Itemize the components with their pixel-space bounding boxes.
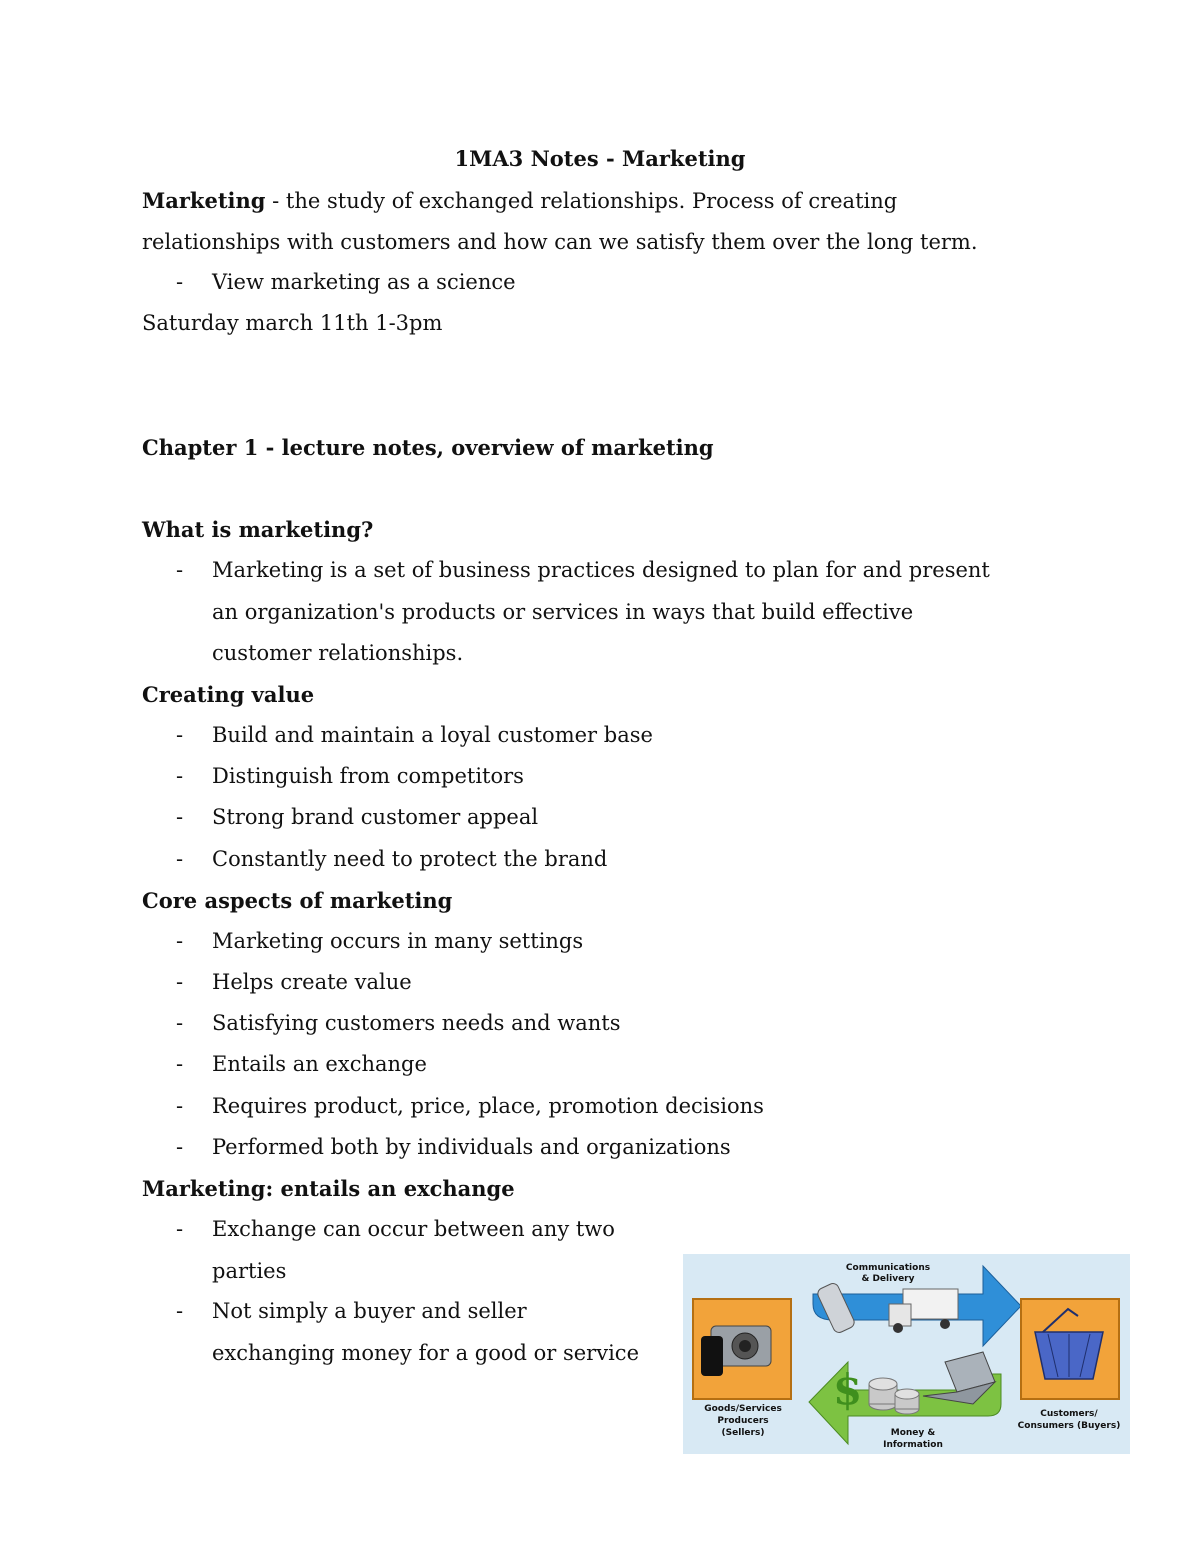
list-item [142, 1086, 992, 1128]
list-item-text: Entails an exchange [212, 1052, 427, 1076]
list-item [142, 1044, 992, 1086]
list-item-text: Build and maintain a loyal customer base [212, 723, 653, 747]
bullet-marker: - [176, 1217, 184, 1241]
date-line: Saturday march 11th 1-3pm [142, 311, 443, 335]
list-item [142, 921, 992, 963]
label-sellers: Goods/Services Producers (Sellers) [704, 1404, 782, 1438]
bullet-marker: - [176, 764, 184, 788]
list-item-text: Constantly need to protect the brand [212, 847, 608, 871]
section-heading: What is marketing? [142, 517, 374, 542]
list-item [142, 797, 992, 839]
section-heading: Marketing: entails an exchange [142, 1176, 515, 1201]
list-item [142, 715, 992, 757]
bullet-marker: - [176, 805, 184, 829]
dollar-icon: $ [833, 1365, 863, 1414]
list-item-text: Marketing is a set of business practices designed to plan for and present an organization's products or services in ways that build effective customer relationships. [212, 558, 990, 665]
exchange-diagram-figure [683, 1254, 1130, 1454]
bullet-marker: - [176, 1135, 184, 1159]
bullet-marker: - [176, 929, 184, 953]
chapter-heading: Chapter 1 - lecture notes, overview of marketing [142, 435, 714, 460]
list-item-text: Marketing occurs in many settings [212, 929, 584, 953]
bullet-marker: - [176, 970, 184, 994]
list-item-text: Exchange can occur between any two parties [212, 1217, 615, 1283]
bullet-marker: - [176, 1299, 184, 1323]
bullet-marker: - [176, 1052, 184, 1076]
label-money: Money & Information [883, 1428, 943, 1450]
intro-paragraph [142, 180, 1022, 263]
intro-definition: - the study of exchanged relationships. Process of creating relationships with customers and how can we satisfy them over the long term. [142, 189, 978, 254]
list-item [142, 550, 992, 675]
section-heading: Core aspects of marketing [142, 888, 453, 913]
list-item [142, 839, 992, 881]
intro-term: Marketing [142, 188, 266, 213]
bullet-marker: - [176, 723, 184, 747]
list-item-text: Distinguish from competitors [212, 764, 524, 788]
section-heading: Creating value [142, 682, 315, 707]
label-buyers: Customers/ Consumers (Buyers) [1017, 1409, 1121, 1431]
list-item-text: Strong brand customer appeal [212, 805, 539, 829]
list-item [142, 962, 992, 1004]
list-item-text: Requires product, price, place, promotion decisions [212, 1094, 764, 1118]
list-item [142, 1003, 992, 1045]
bullet-marker: - [176, 1094, 184, 1118]
list-item [142, 262, 992, 304]
bullet-marker: - [176, 270, 184, 294]
list-item-text: Performed both by individuals and organizations [212, 1135, 731, 1159]
bullet-marker: - [176, 847, 184, 871]
bullet-marker: - [176, 558, 184, 582]
exchange-diagram [683, 1254, 1130, 1454]
list-item-text: Not simply a buyer and seller exchanging money for a good or service [212, 1299, 639, 1365]
list-item-text: Satisfying customers needs and wants [212, 1011, 621, 1035]
list-item-text: Helps create value [212, 970, 412, 994]
label-communications: Communications & Delivery [845, 1263, 931, 1284]
bullet-marker: - [176, 1011, 184, 1035]
list-item [142, 756, 992, 798]
page-title: 1MA3 Notes - Marketing [454, 146, 746, 171]
list-item [142, 1127, 992, 1169]
list-item-text: View marketing as a science [212, 270, 516, 294]
